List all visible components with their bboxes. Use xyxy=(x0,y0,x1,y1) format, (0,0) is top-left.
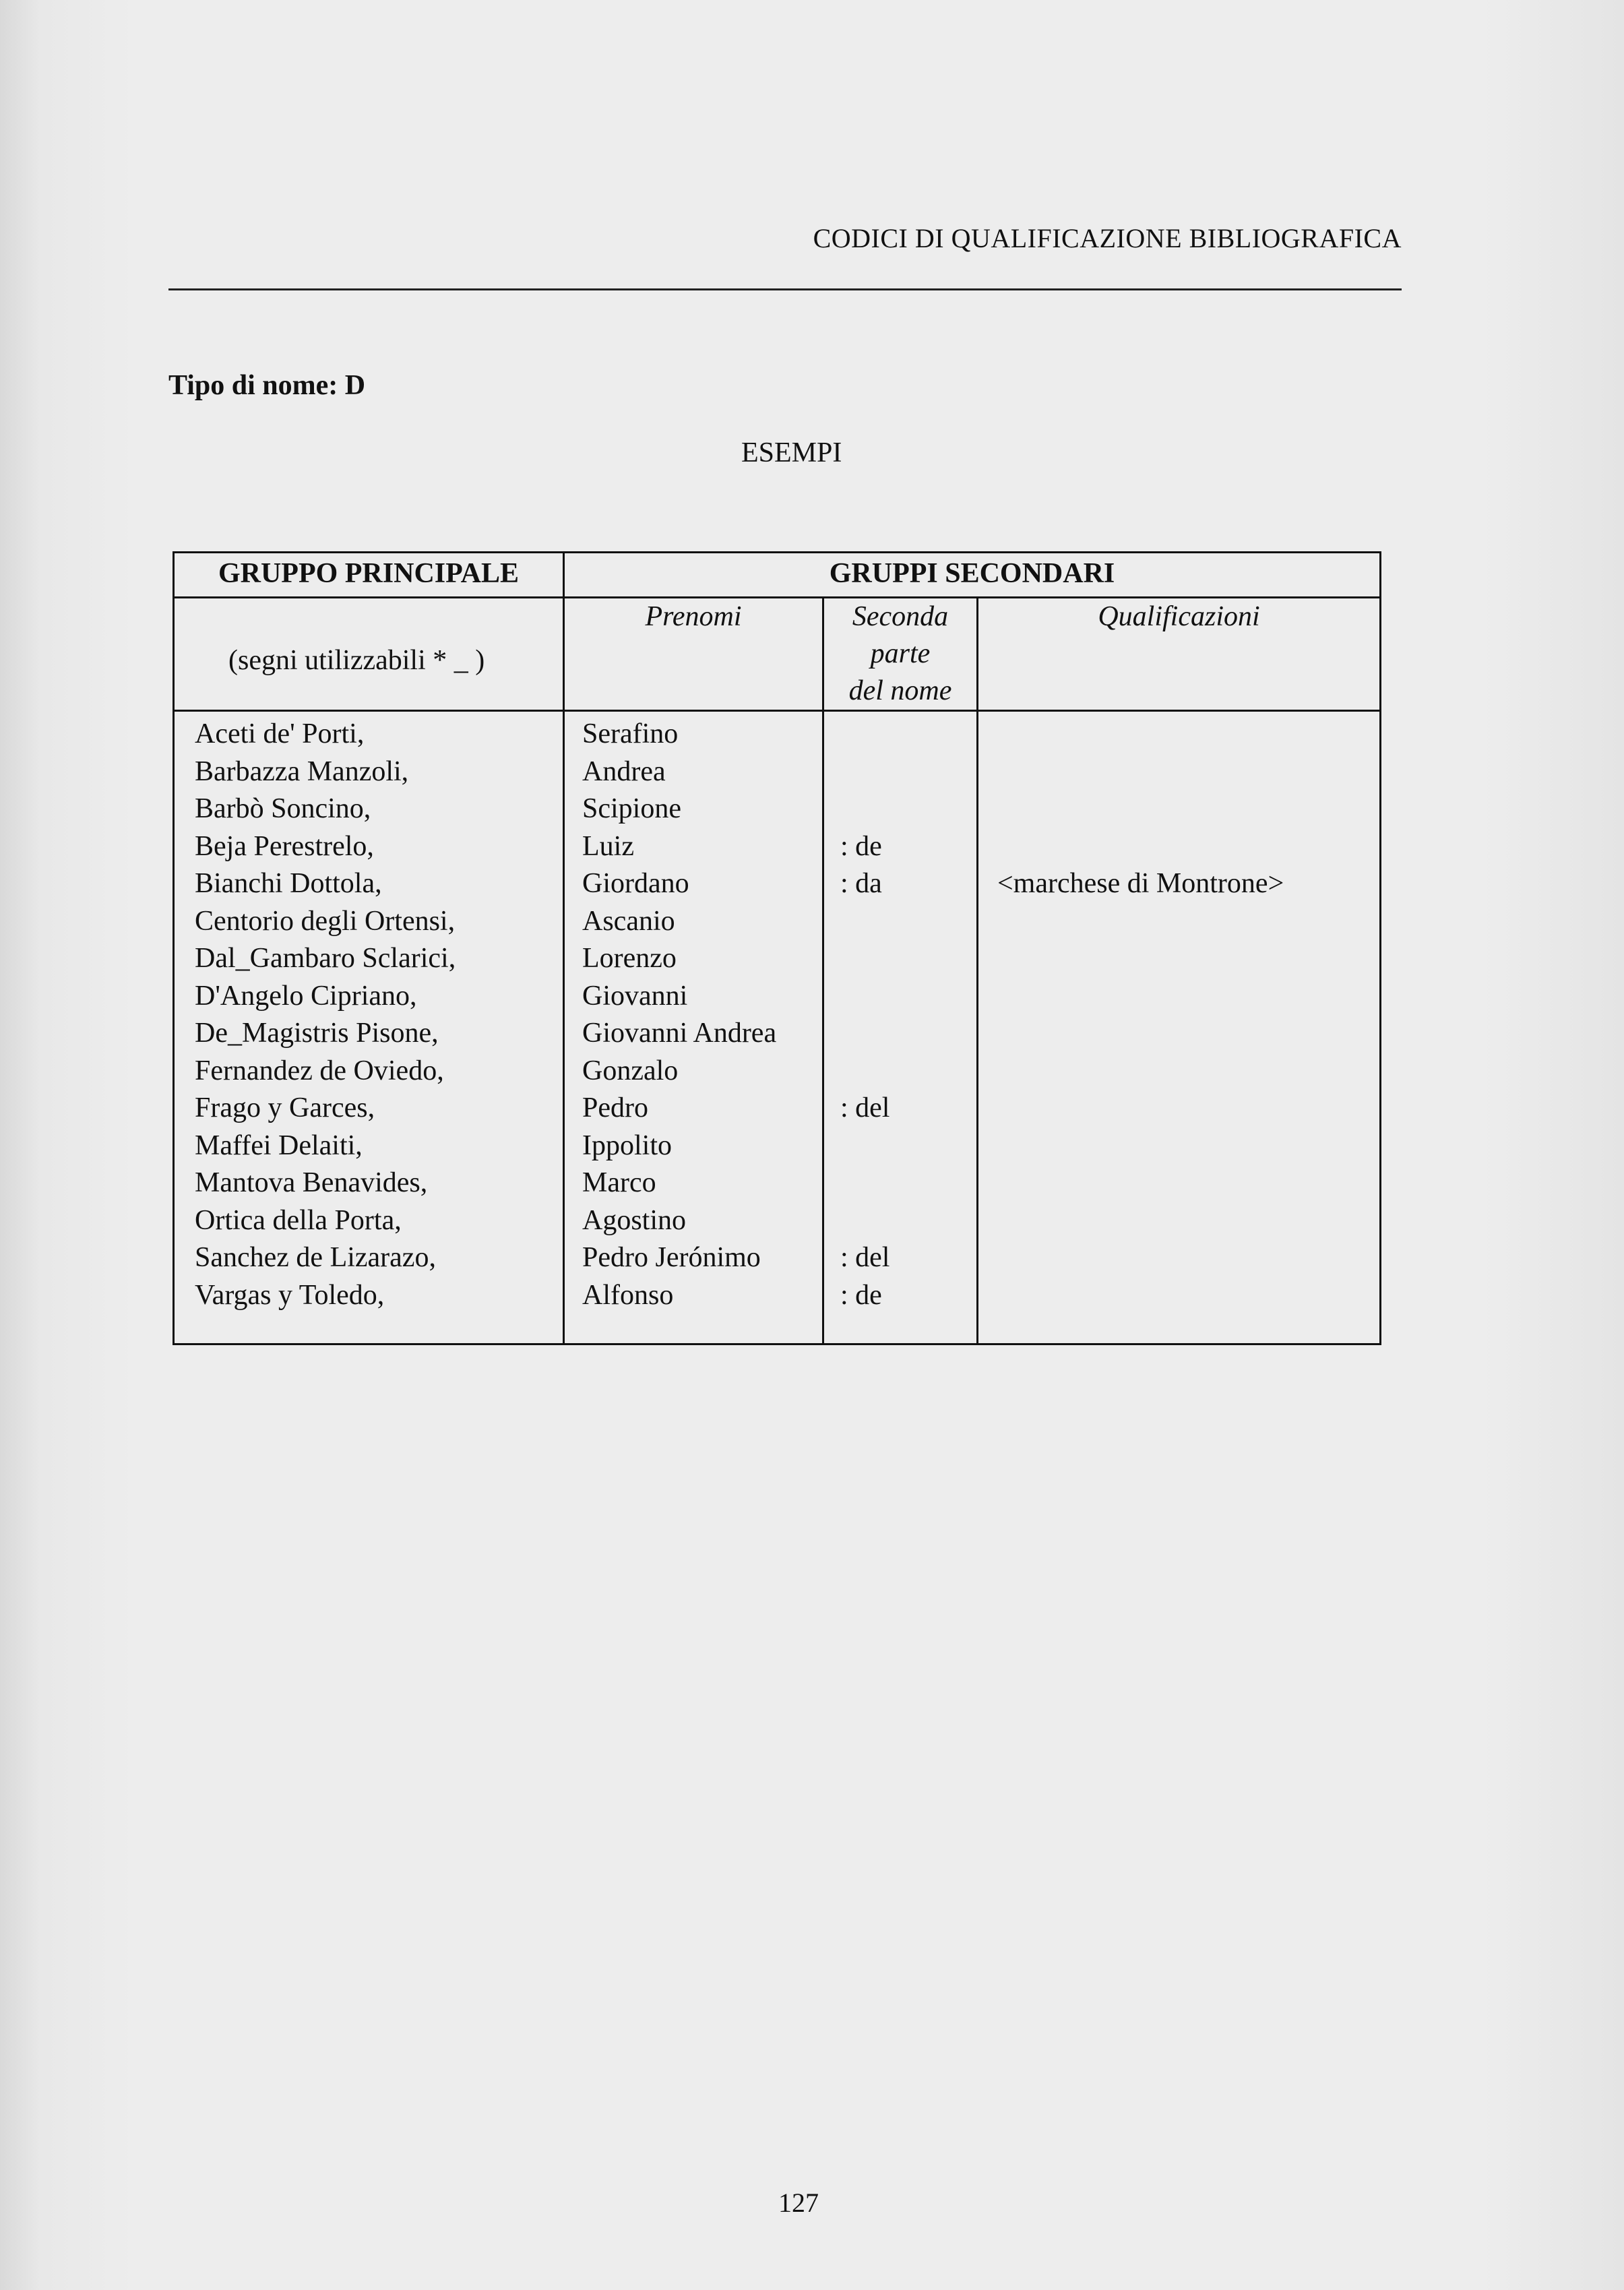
gruppo-principale-entry: Barbò Soncino, xyxy=(195,793,371,824)
qualificazione-entry xyxy=(997,903,1379,941)
prenome-entry: Luiz xyxy=(582,830,634,862)
seconda-parte-entry: : del xyxy=(840,1242,890,1273)
prenome-entry: Agostino xyxy=(582,1204,687,1236)
gruppo-principale-entry: Vargas y Toledo, xyxy=(195,1279,385,1311)
seconda-parte-entry xyxy=(840,940,976,978)
prenome-entry: Ascanio xyxy=(582,905,675,937)
qualificazione-entry xyxy=(997,1053,1379,1090)
column-prenomi xyxy=(564,711,823,1344)
gruppo-principale-entry: Fernandez de Oviedo, xyxy=(195,1055,444,1086)
header-gruppo-principale: GRUPPO PRINCIPALE xyxy=(174,553,564,598)
gruppo-principale-entry: De_Magistris Pisone, xyxy=(195,1018,439,1049)
prenome-entry: Marco xyxy=(582,1167,656,1198)
seconda-parte-entry xyxy=(840,791,976,828)
gruppo-principale-entry: Centorio degli Ortensi, xyxy=(195,905,456,937)
section-title: Tipo di nome: D xyxy=(168,370,366,401)
qualificazione-entry: <marchese di Montrone> xyxy=(997,868,1284,899)
gruppo-principale-entry: Beja Perestrelo, xyxy=(195,830,374,862)
subheader-seconda-line2: parte xyxy=(870,638,931,669)
prenome-entry: Giovanni xyxy=(582,980,688,1012)
prenome-entry: Giovanni Andrea xyxy=(582,1018,777,1049)
seconda-parte-entry xyxy=(840,753,976,791)
qualificazione-entry xyxy=(997,828,1379,866)
qualificazione-entry xyxy=(997,1277,1379,1315)
table-header-row xyxy=(174,553,1381,598)
gruppo-principale-entry: Dal_Gambaro Sclarici, xyxy=(195,943,456,974)
gruppo-principale-entry: D'Angelo Cipriano, xyxy=(195,980,417,1012)
header-gruppi-secondari: GRUPPI SECONDARI xyxy=(564,553,1381,598)
column-qualificazioni xyxy=(978,711,1381,1344)
qualificazione-entry xyxy=(997,716,1379,753)
subheader-main-cell xyxy=(174,598,564,711)
seconda-parte-entry xyxy=(840,1202,976,1240)
subheader-qualificazioni: Qualificazioni xyxy=(978,598,1381,711)
seconda-parte-entry: : da xyxy=(840,868,882,899)
prenome-entry: Giordano xyxy=(582,868,689,899)
examples-table xyxy=(173,551,1381,1345)
prenome-entry: Scipione xyxy=(582,793,681,824)
prenome-entry: Gonzalo xyxy=(582,1055,679,1086)
subheader-prenomi: Prenomi xyxy=(564,598,823,711)
gruppo-principale-entry: Sanchez de Lizarazo, xyxy=(195,1242,436,1273)
qualificazione-entry xyxy=(997,1127,1379,1165)
gruppo-principale-entry: Mantova Benavides, xyxy=(195,1167,428,1198)
gruppo-principale-entry: Aceti de' Porti, xyxy=(195,718,365,749)
qualificazione-entry xyxy=(997,1165,1379,1202)
examples-heading: ESEMPI xyxy=(741,437,842,468)
qualificazione-entry xyxy=(997,1015,1379,1053)
qualificazione-entry xyxy=(997,1090,1379,1127)
seconda-parte-entry xyxy=(840,716,976,753)
qualificazione-entry xyxy=(997,791,1379,828)
prenome-entry: Andrea xyxy=(582,755,666,787)
header-rule xyxy=(168,288,1402,290)
running-head: CODICI DI QUALIFICAZIONE BIBLIOGRAFICA xyxy=(813,223,1402,253)
prenome-entry: Serafino xyxy=(582,718,679,749)
prenome-entry: Pedro xyxy=(582,1092,648,1123)
qualificazione-entry xyxy=(997,753,1379,791)
qualificazione-entry xyxy=(997,1202,1379,1240)
seconda-parte-entry xyxy=(840,1127,976,1165)
seconda-parte-entry xyxy=(840,1053,976,1090)
prenome-entry: Lorenzo xyxy=(582,943,677,974)
prenome-entry: Pedro Jerónimo xyxy=(582,1242,761,1273)
page-number: 127 xyxy=(778,2188,819,2218)
subheader-seconda-line3: del nome xyxy=(848,675,952,706)
qualificazione-entry xyxy=(997,940,1379,978)
seconda-parte-entry xyxy=(840,903,976,941)
seconda-parte-entry: : de xyxy=(840,830,882,862)
gruppo-principale-entry: Bianchi Dottola, xyxy=(195,868,382,899)
seconda-parte-entry xyxy=(840,978,976,1016)
table-body-row xyxy=(174,711,1381,1344)
gruppo-principale-entry: Ortica della Porta, xyxy=(195,1204,402,1236)
seconda-parte-entry: : del xyxy=(840,1092,890,1123)
gruppo-principale-entry: Maffei Delaiti, xyxy=(195,1129,363,1161)
qualificazione-entry xyxy=(997,978,1379,1016)
seconda-parte-entry xyxy=(840,1015,976,1053)
seconda-parte-entry xyxy=(840,1165,976,1202)
column-gruppo-principale xyxy=(174,711,564,1344)
prenome-entry: Alfonso xyxy=(582,1279,674,1311)
gruppo-principale-entry: Barbazza Manzoli, xyxy=(195,755,409,787)
gruppo-principale-entry: Frago y Garces, xyxy=(195,1092,375,1123)
table-subheader-row xyxy=(174,598,1381,711)
prenome-entry: Ippolito xyxy=(582,1129,672,1161)
subheader-segni: (segni utilizzabili * _ ) xyxy=(228,645,485,676)
subheader-seconda-line1: Seconda xyxy=(852,601,949,632)
seconda-parte-entry: : de xyxy=(840,1279,882,1311)
subheader-seconda-parte xyxy=(823,598,978,711)
qualificazione-entry xyxy=(997,1239,1379,1277)
column-seconda-parte xyxy=(823,711,978,1344)
